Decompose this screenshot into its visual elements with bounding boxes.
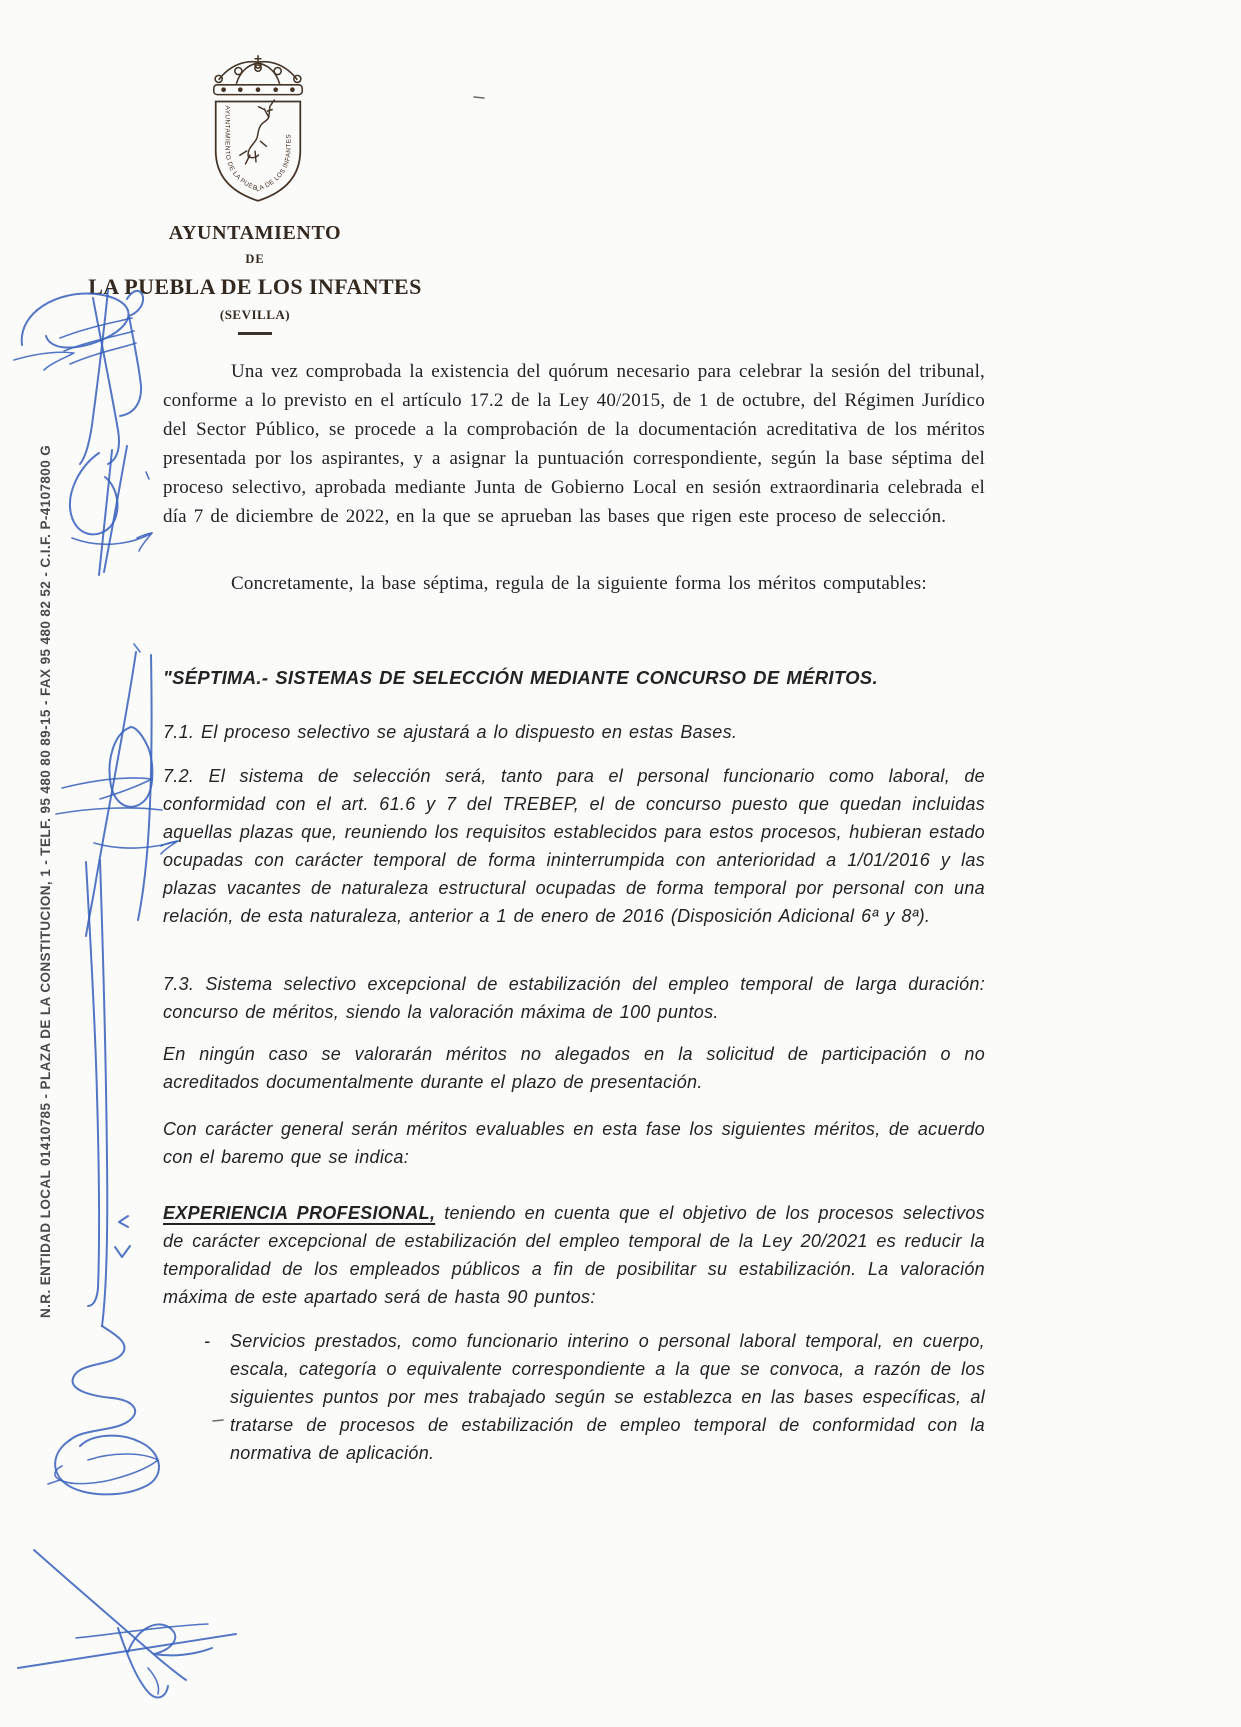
letterhead <box>55 222 455 335</box>
paragraph-meritos-no-alegados: En ningún caso se valorarán méritos no alegados en la solicitud de participación o no acreditados documentalmente durante el plazo de presentación. <box>163 1044 985 1092</box>
signature-scribble-lower <box>56 652 178 936</box>
signature-scribble-middle <box>70 446 152 652</box>
clause-7-1: 7.1. El proceso selectivo se ajustará a lo dispuesto en estas Bases. <box>163 722 738 742</box>
crown-icon <box>214 55 303 94</box>
experiencia-profesional-text: teniendo en cuenta que el objetivo de los procesos selectivos de carácter excepcional de estabilización del empleo temporal de la Ley 20/2021 es reducir la temporalidad de los empleados públicos a fin de posibilitar su estabilización. La valoración máxima de este apartado será de hasta 90 puntos: <box>163 1203 985 1307</box>
org-name-line3: LA PUEBLA DE LOS INFANTES <box>88 274 422 299</box>
org-province: (SEVILLA) <box>219 307 291 322</box>
bullet-servicios-text: Servicios prestados, como funcionario interino o personal laboral temporal, en cuerpo, escala, categoría o equivalente correspondiente a la que se convoca, a razón de los siguientes puntos por mes trabajado según se establezca en las bases específicas, al tratarse de procesos de estabilización de empleo temporal de conformidad con la normativa de aplicación. <box>230 1331 985 1463</box>
signature-cross-bottom <box>18 1550 236 1697</box>
municipal-crest <box>199 54 317 210</box>
paragraph-quorum: Una vez comprobada la existencia del quórum necesario para celebrar la sesión del tribunal, conforme a lo previsto en el artículo 17.2 de la Ley 40/2015, de 1 de octubre, del Régimen Jurídico del Sector Público, se procede a la comprobación de la documentación acreditativa de los méritos presentada por los aspirantes, y a asignar la puntuación correspondiente, según la base séptima del proceso selectivo, aprobada mediante Junta de Gobierno Local en sesión extraordinaria celebrada el día 7 de diciembre de 2022, en la que se aprueban las bases que rigen este proceso de selección. <box>163 361 985 527</box>
org-name-line2: DE <box>245 252 265 266</box>
experiencia-profesional-label: EXPERIENCIA PROFESIONAL, <box>163 1203 436 1223</box>
clause-heading-septima: "SÉPTIMA.- SISTEMAS DE SELECCIÓN MEDIANTE CONCURSO DE MÉRITOS. <box>163 667 878 688</box>
clause-7-2: 7.2. El sistema de selección será, tanto para el personal funcionario como laboral, de conformidad con el art. 61.6 y 7 del TREBEP, el de concurso puesto que quedan incluidas aquellas plazas que, reuniendo los requisitos establecidos para estos procesos, hubieran estado ocupadas con carácter temporal de forma ininterrumpida con anterioridad a 1/01/2016 y las plazas vacantes de naturaleza estructural ocupadas de forma temporal por personal con una relación, de esta naturaleza, anterior a 1 de enero de 2016 (Disposición Adicional 6ª y 8ª). <box>163 766 985 926</box>
bullet-dash: - <box>204 1331 210 1351</box>
crest-ring-text: AYUNTAMIENTO DE LA PUEBLA DE LOS INFANTES <box>223 105 293 194</box>
signature-long-strokes <box>86 860 130 1326</box>
bullet-servicios-prestados <box>163 1327 985 1467</box>
signature-flourish-rein <box>48 1326 159 1494</box>
clause-7-3: 7.3. Sistema selectivo excepcional de estabilización del empleo temporal de larga duración: concurso de méritos, siendo la valoración máxima de 100 puntos. <box>163 974 985 1022</box>
paragraph-baremo: Con carácter general serán méritos evaluables en esta fase los siguientes méritos, de acuerdo con el baremo que se indica: <box>163 1119 985 1167</box>
org-name-line1: AYUNTAMIENTO <box>168 222 342 244</box>
stag-icon <box>239 100 274 165</box>
letterhead-rule <box>238 332 272 335</box>
paragraph-concretamente: Concretamente, la base séptima, regula de la siguiente forma los méritos computables: <box>231 573 927 594</box>
paragraph-experiencia-profesional <box>163 1199 985 1311</box>
letterhead-registry-sidebar-text: N.R. ENTIDAD LOCAL 01410785 - PLAZA DE LA CONSTITUCION, 1 - TELF. 95 480 80 89-15 - FAX 95 480 82 52 - C.I.F. P-4107800 G <box>38 444 53 1318</box>
document-body <box>163 357 985 1467</box>
